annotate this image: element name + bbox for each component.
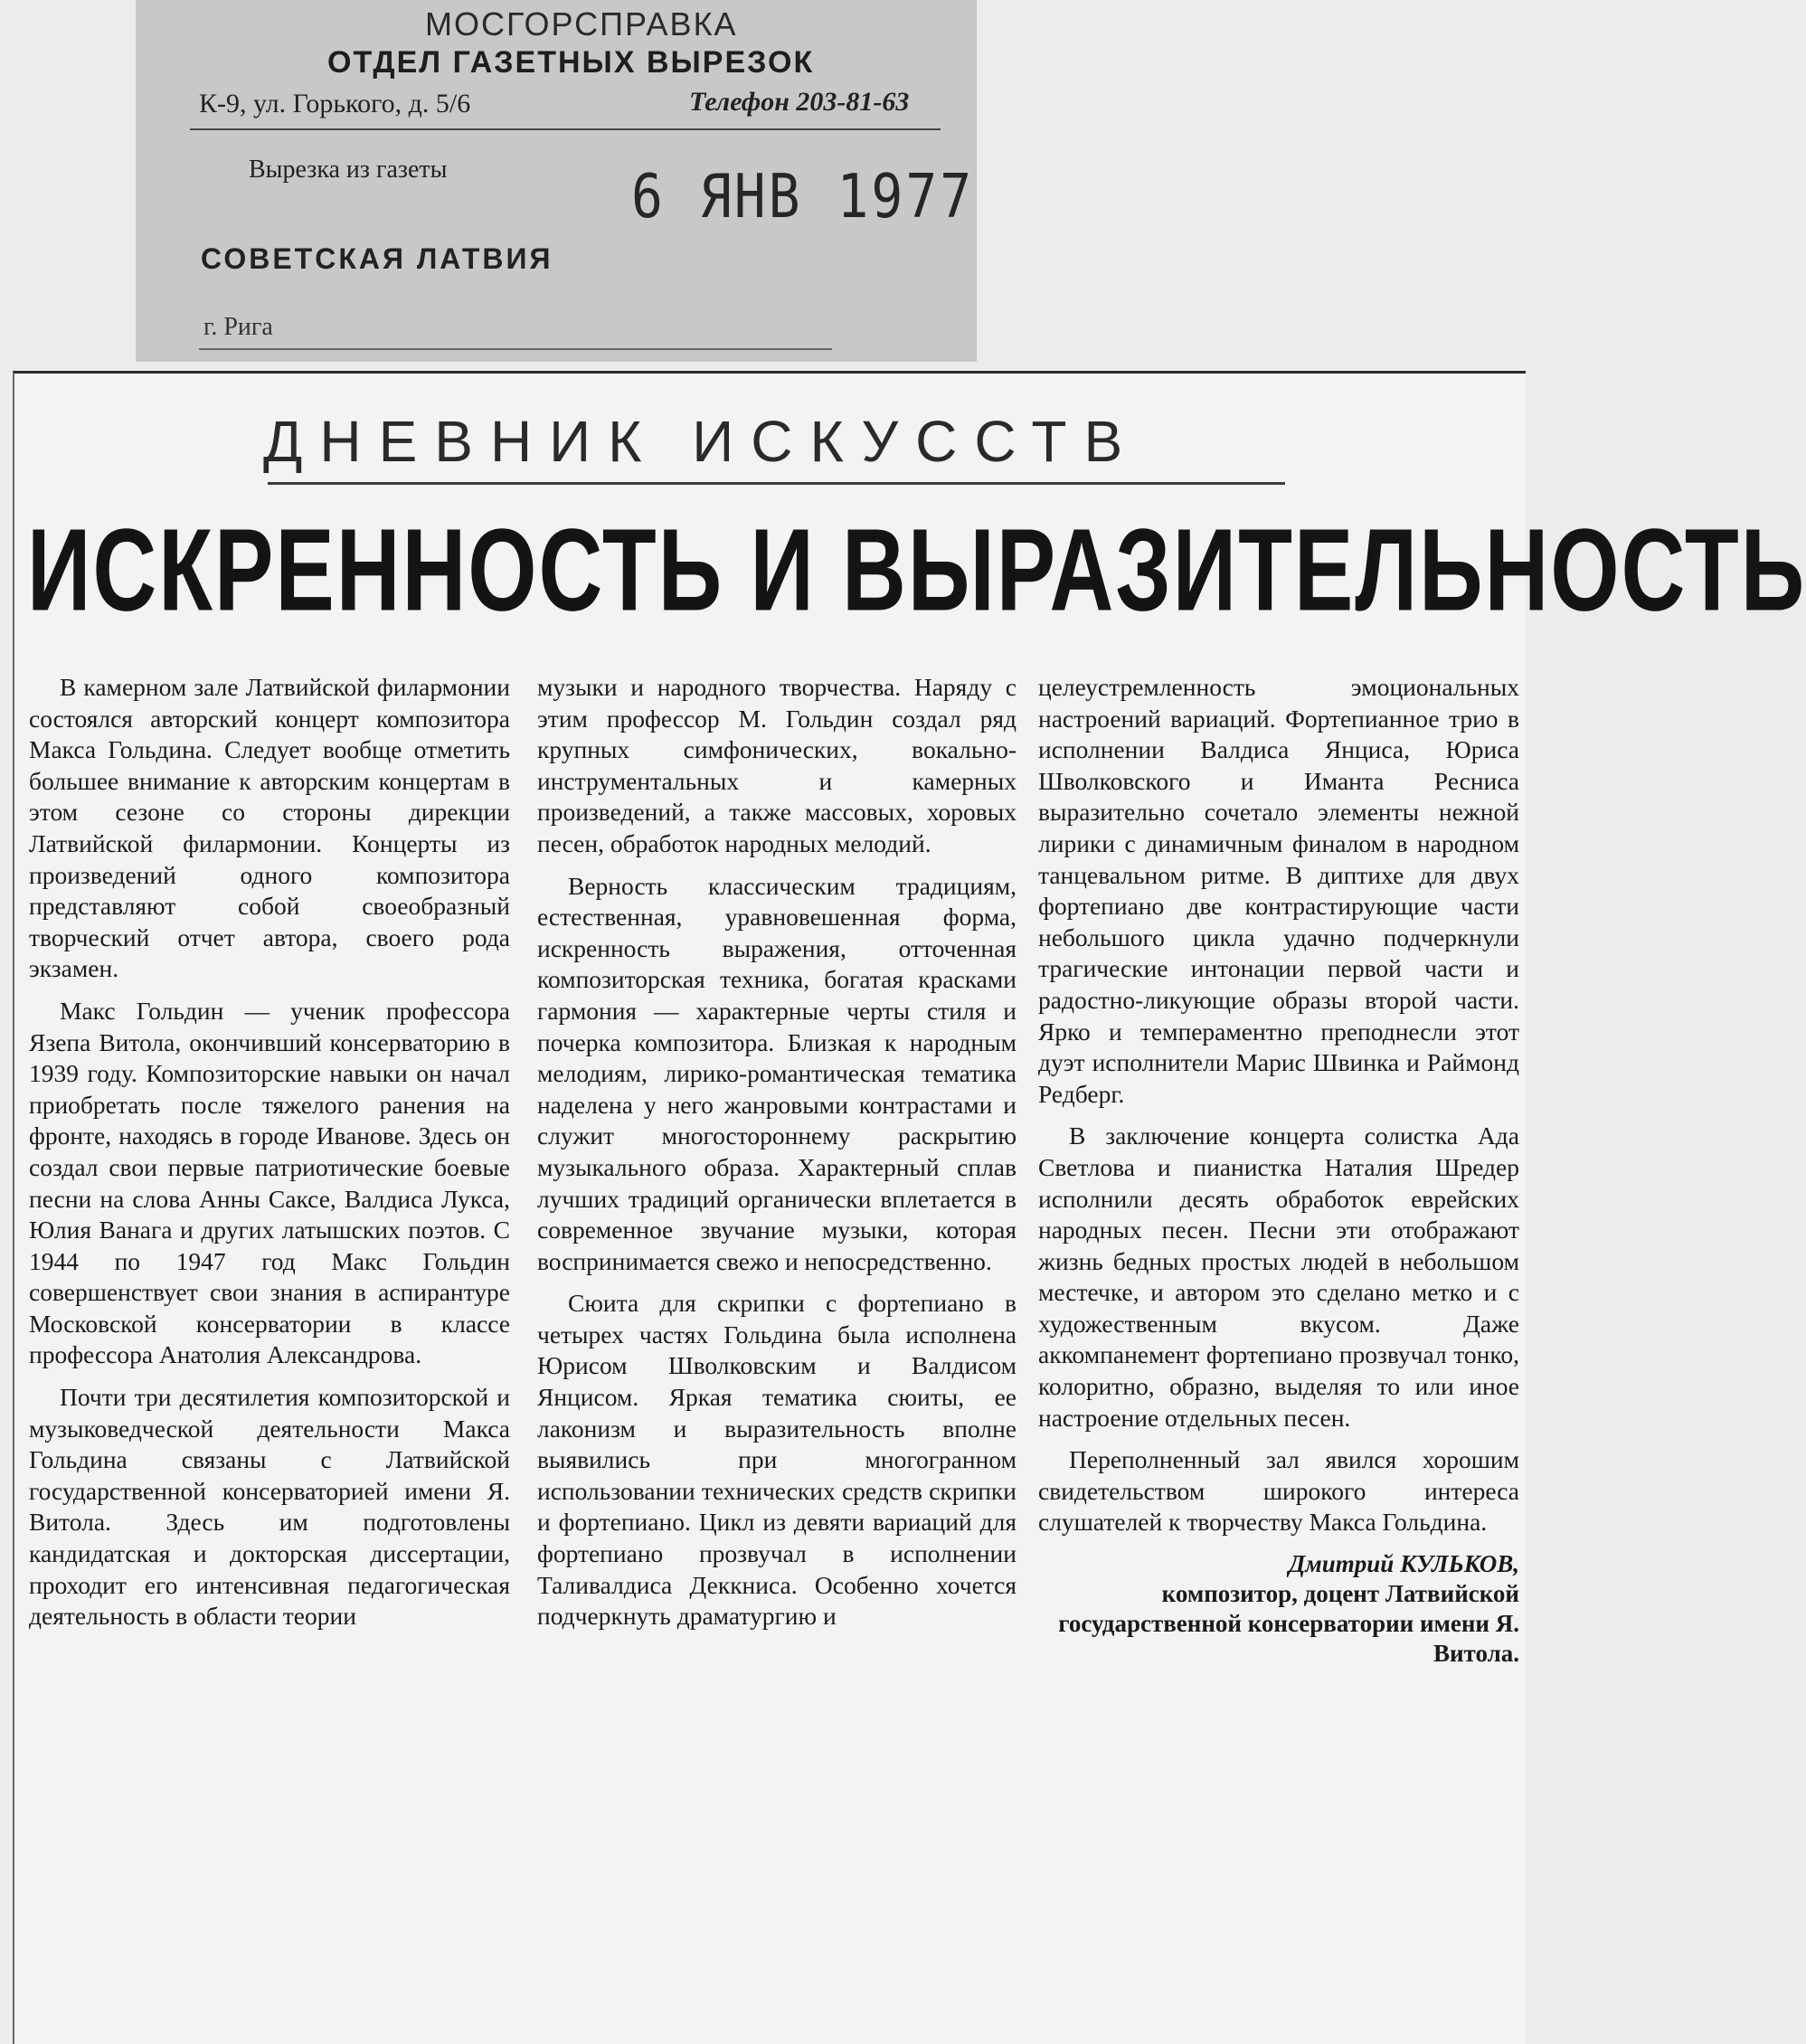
stamp-newspaper-name: СОВЕТСКАЯ ЛАТВИЯ — [201, 242, 553, 275]
article-column-1 — [29, 672, 510, 1643]
newspaper-clipping — [13, 371, 1806, 2044]
article-column-3 — [1038, 672, 1519, 1669]
article-headline: ИСКРЕННОСТЬ И ВЫРАЗИТЕЛЬНОСТЬ — [27, 504, 1806, 636]
stamp-address: К-9, ул. Горького, д. 5/6 — [199, 89, 471, 118]
paragraph: В камерном зале Латвийской филармонии состоялся авторский концерт композитора Макса Гольдина. Следует вообще отметить большее внимание к авторским концертам в этом сезоне со стороны дирекции Латвийской филармонии. Концерты из произведений одного композитора представляют собой своеобразный творческий отчет автора, своего рода экзамен. — [29, 673, 510, 983]
stamp-divider — [190, 128, 941, 130]
stamp-bottom-divider — [199, 348, 832, 350]
paragraph: Сюита для скрипки с фортепиано в четырех частях Гольдина была исполнена Юрисом Шволковским и Валдисом Янцисом. Яркая тематика сюиты, ее лаконизм и выразительность вполне выявились при многогранном использовании технических средств скрипки и фортепиано. Цикл из девяти вариаций для фортепиано прозвучал в исполнении Таливалдиса Деккниса. Особенно хочется подчеркнуть драматургию и — [537, 1289, 1016, 1631]
stamp-city: г. Рига — [203, 313, 273, 341]
rubric-underline — [268, 482, 1285, 485]
paragraph: Переполненный зал явился хорошим свидетельством широкого интереса слушателей к творчеству Макса Гольдина. — [1038, 1445, 1519, 1537]
paragraph: В заключение концерта солистка Ада Светлова и пианистка Наталия Шредер исполнили десять обработок еврейских народных песен. Песни эти отображают жизнь бедных простых людей в небольшом местечке, и автором это сделано метко и с художественным вкусом. Даже аккомпанемент фортепиано прозвучал тонко, колоритно, образно, выделяя то или иное настроение отдельных песен. — [1038, 1121, 1519, 1432]
stamp-phone: Телефон 203-81-63 — [689, 87, 910, 117]
paragraph: Почти три десятилетия композиторской и музыковедческой деятельности Макса Гольдина связаны с Латвийской государственной консерваторией имени Я. Витола. Здесь им подготовлены кандидатская и докторская диссертации, проходит его интенсивная педагогическая деятельность в области теории — [29, 1383, 510, 1631]
author-title: композитор, доцент Латвийской государственной консерватории имени Я. Витола. — [1058, 1580, 1519, 1668]
paragraph: музыки и народного творчества. Наряду с этим профессор М. Гольдин создал ряд крупных симфонических, вокально-инструментальных и камерных произведений, а также массовых, хоровых песен, обработок народных мелодий. — [537, 673, 1016, 857]
paragraph: Макс Гольдин — ученик профессора Язепа Витола, окончивший консерваторию в 1939 году. Композиторские навыки он начал приобретать после тяжелого ранения на фронте, находясь в городе Иванове. Здесь он создал свои первые патриотические боевые песни на слова Анны Саксе, Валдиса Лукса, Юлия Ванага и других латышских поэтов. С 1944 по 1947 год Макс Гольдин совершенствует свои знания в аспирантуре Московской консерватории в классе профессора Анатолия Александрова. — [29, 996, 510, 1369]
paragraph: целеустремленность эмоциональных настроений вариаций. Фортепианное трио в исполнении Валдиса Янциса, Юриса Шволковского и Иманта Ресниса выразительно сочетало элементы нежной лирики с динамичным финалом в народном танцевальном ритме. В диптихе для двух фортепиано две контрастирующие части небольшого цикла удачно подчеркнули трагические интонации первой части и радостно-ликующие образы второй части. Ярко и темпераментно преподнесли этот дуэт исполнители Марис Швинка и Раймонд Редберг. — [1038, 673, 1519, 1108]
clipping-service-stamp — [136, 0, 977, 362]
author-signature — [1038, 1549, 1519, 1669]
paragraph: Верность классическим традициям, естественная, уравновешенная форма, искренность выражения, отточенная композиторская техника, богатая красками гармония — характерные черты стиля и почерка композитора. Близкая к народным мелодиям, лирико-романтическая тематика наделена у него жанровыми контрастами и служит многостороннему раскрытию музыкального образа. Характерный сплав лучших традиций органически вплетается в современное звучание музыки, которая воспринимается свежо и непосредственно. — [537, 871, 1016, 1275]
stamp-date: 6 ЯНВ 1977 — [631, 161, 975, 232]
stamp-clipping-label: Вырезка из газеты — [249, 156, 448, 184]
rubric-title: ДНЕВНИК ИСКУССТВ — [263, 409, 1140, 474]
author-name: Дмитрий КУЛЬКОВ, — [1288, 1550, 1519, 1578]
stamp-organization: МОСГОРСПРАВКА — [425, 5, 738, 43]
stamp-department: ОТДЕЛ ГАЗЕТНЫХ ВЫРЕЗОК — [327, 45, 815, 80]
article-column-2 — [537, 672, 1016, 1643]
